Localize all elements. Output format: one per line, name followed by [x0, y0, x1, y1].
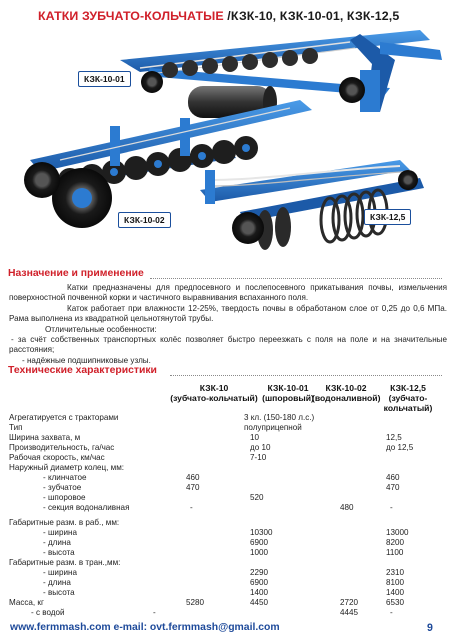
- page-title: [38, 9, 399, 23]
- spec-label: - ширина: [43, 568, 77, 577]
- spec-label: - клинчатое: [43, 473, 87, 482]
- column-header-kzk-10: [170, 384, 258, 404]
- spec-value: 10: [250, 433, 260, 442]
- spec-label: Агрегатируется с тракторами: [9, 413, 119, 422]
- spec-label: - секция водоналивная: [43, 503, 130, 512]
- spec-label: Масса, кг: [9, 598, 44, 607]
- spec-value: 1000: [250, 548, 269, 557]
- spec-value: 1400: [386, 588, 405, 597]
- spec-label: - высота: [43, 588, 75, 597]
- spec-value: 1100: [386, 548, 404, 557]
- specs-divider: [170, 375, 442, 376]
- spec-value: 7-10: [250, 453, 267, 462]
- spec-value: 2290: [250, 568, 269, 577]
- spec-value: 520: [250, 493, 264, 502]
- spec-value: 6900: [250, 578, 269, 587]
- spec-label: Рабочая скорость, км/час: [9, 453, 105, 462]
- spec-value: -: [190, 503, 193, 512]
- spec-value: 8100: [386, 578, 405, 587]
- spec-value: до 10: [250, 443, 271, 452]
- column-type: (зубчато-: [388, 392, 428, 403]
- column-header-kzk-10-01: [256, 384, 320, 404]
- spec-label: - зубчатое: [43, 483, 82, 492]
- spec-label: Производительность, га/час: [9, 443, 115, 452]
- purpose-heading: Назначение и применение: [8, 268, 144, 279]
- spec-value: 2720: [340, 598, 359, 607]
- spec-value: 13000: [386, 528, 409, 537]
- spec-value: -: [153, 608, 156, 617]
- machinery-illustration: [0, 30, 456, 268]
- spec-label: - шпоровое: [43, 493, 86, 502]
- spec-value: 1400: [250, 588, 269, 597]
- purpose-paragraph-1: Катки предназначены для предпосевного и послепосевного прикатывания почвы, измельчения поверхностной почвенной корки и частичного выравнивания вспаханного поля.: [9, 283, 447, 303]
- title-models: /КЗК-10, КЗК-10-01, КЗК-12,5: [227, 9, 400, 23]
- spec-value: до 12,5: [386, 443, 414, 452]
- spec-value: 12,5: [386, 433, 402, 442]
- spec-value: -: [390, 608, 393, 617]
- column-model: КЗК-10-01: [267, 383, 309, 393]
- spec-label: - ширина: [43, 528, 77, 537]
- spec-value: 5280: [186, 598, 205, 607]
- column-header-kzk-10-02: [312, 384, 380, 404]
- column-model: КЗК-10: [199, 383, 229, 393]
- spec-value: 2310: [386, 568, 405, 577]
- spec-value: 6530: [386, 598, 405, 607]
- spec-value: 6900: [250, 538, 269, 547]
- spec-value: 460: [386, 473, 400, 482]
- spec-label: - с водой: [31, 608, 65, 617]
- footer-contacts[interactable]: www.fermmash.com e-mail: ovt.fermmash@gmail.com: [10, 622, 280, 633]
- spec-label: - высота: [43, 548, 75, 557]
- feature-item-1: - за счёт собственных транспортных колёс позволяет быстро переезжать с поля на поле и на значительные расстояния;: [9, 335, 447, 355]
- purpose-text: [9, 283, 447, 366]
- spec-value-shared: полуприцепной: [244, 423, 302, 432]
- column-model: КЗК-10-02: [325, 383, 367, 393]
- specs-heading: Технические характеристики: [8, 365, 157, 376]
- column-type: (водоналивной): [312, 392, 381, 403]
- spec-value-shared: 3 кл. (150-180 л.с.): [244, 413, 315, 422]
- spec-label: Габаритные разм. в раб., мм:: [9, 518, 120, 527]
- spec-label: Тип: [9, 423, 23, 432]
- column-model: КЗК-12,5: [390, 383, 426, 393]
- purpose-paragraph-2: Каток работает при влажности 12-25%, твердость почвы в обработаном слое от 0,25 до 0,6 МПа. Рама выполнена из квадратной цельнотянутой трубы.: [9, 303, 447, 324]
- spec-label: - длина: [43, 578, 71, 587]
- product-photos: [0, 30, 456, 268]
- spec-label: Ширина захвата, м: [9, 433, 81, 442]
- purpose-divider: [150, 278, 442, 279]
- page-number: 9: [427, 622, 433, 634]
- feature-item-2: - надёжные подшипниковые узлы.: [22, 355, 151, 365]
- label-kzk-10-01: КЗК-10-01: [78, 71, 131, 87]
- features-heading: Отличительные особенности:: [45, 324, 157, 334]
- column-type: кольчатый): [383, 402, 433, 413]
- label-kzk-12-5: КЗК-12,5: [364, 209, 411, 225]
- spec-value: 460: [186, 473, 200, 482]
- spec-value: 8200: [386, 538, 405, 547]
- spec-label: - длина: [43, 538, 71, 547]
- column-type: (зубчато-кольчатый): [170, 392, 258, 403]
- spec-value: -: [390, 503, 393, 512]
- column-type: (шпоровый): [262, 392, 314, 403]
- spec-value: 4450: [250, 598, 269, 607]
- spec-value: 470: [186, 483, 200, 492]
- spec-value: 10300: [250, 528, 273, 537]
- spec-label: Габаритные разм. в тран.,мм:: [9, 558, 121, 567]
- spec-value: 480: [340, 503, 354, 512]
- machine-kzk-12-5: [200, 160, 424, 250]
- spec-label: Наружный диаметр колец, мм:: [9, 463, 125, 472]
- label-kzk-10-02: КЗК-10-02: [118, 212, 171, 228]
- title-main: КАТКИ ЗУБЧАТО-КОЛЬЧАТЫЕ: [38, 9, 228, 23]
- spec-value: 4445: [340, 608, 359, 617]
- spec-value: 470: [386, 483, 400, 492]
- column-header-kzk-12-5: [376, 384, 440, 413]
